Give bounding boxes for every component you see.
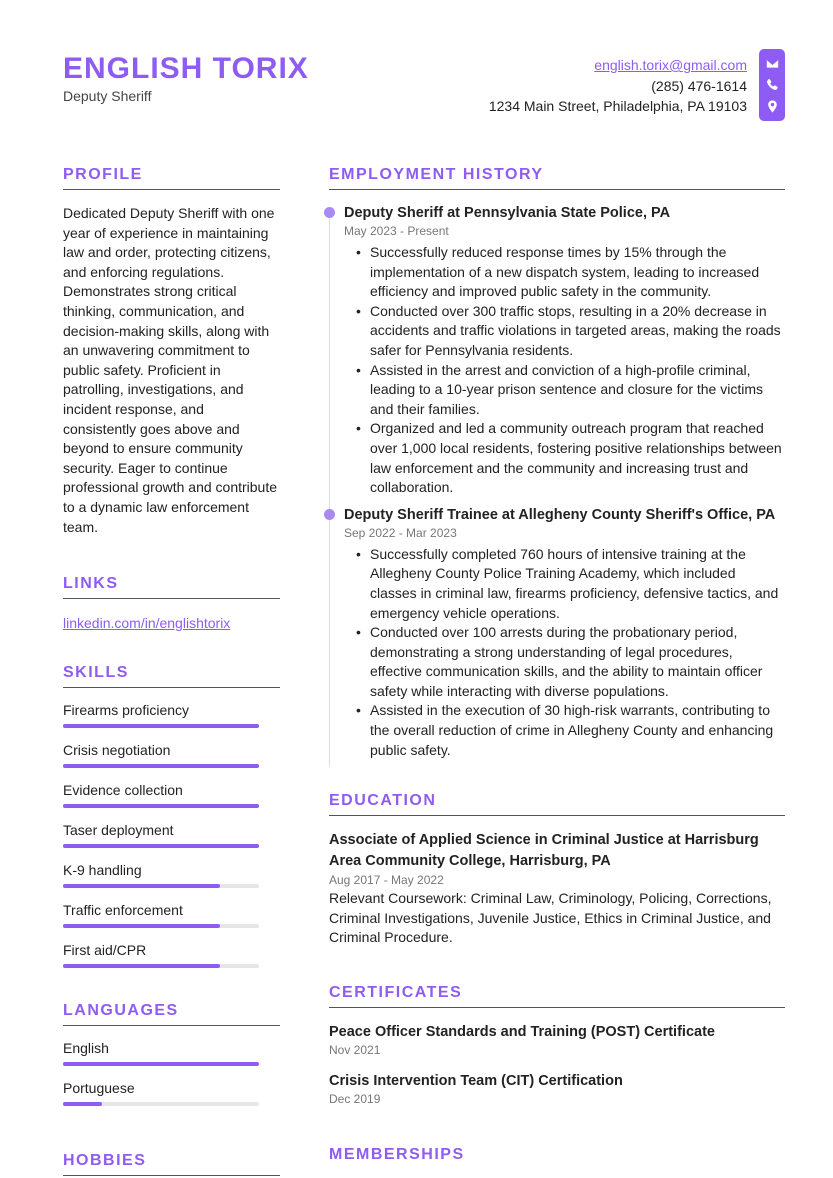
- job-bullet: • Successfully completed 760 hours of intensive training at the Allegheny County Police Training Academy, which included classes in criminal law, firearms proficiency, defensive tactics, and emergency vehicle operations.: [344, 545, 785, 623]
- skill-level-bar: [63, 964, 259, 968]
- skill-item: [63, 942, 280, 968]
- job-entry: [329, 505, 785, 761]
- phone-icon: [766, 78, 779, 91]
- skill-item: [63, 782, 280, 808]
- certificate-title: Crisis Intervention Team (CIT) Certification: [329, 1073, 623, 1090]
- address: 1234 Main Street, Philadelphia, PA 19103: [488, 98, 747, 114]
- employment-heading: EMPLOYMENT HISTORY: [329, 166, 785, 190]
- certificate-date: Dec 2019: [329, 1092, 381, 1107]
- phone-number: (285) 476-1614: [651, 77, 747, 94]
- skill-label: Evidence collection: [63, 782, 183, 799]
- profile-section: [63, 166, 280, 537]
- profile-text: Dedicated Deputy Sheriff with one year of experience in maintaining law and order, protecting citizens, and enforcing regulations. Demonstrates strong critical thinking, communication, and decision-making skills, along with an unwavering commitment to public safety. Proficient in patrolling, investigations, and incident response, and consistently goes above and beyond to ensure community security. Eager to continue professional growth and contribute to a dynamic law enforcement team.: [63, 205, 278, 535]
- memberships-section: [329, 1146, 785, 1169]
- contact-block: [489, 55, 747, 117]
- certificates-heading: CERTIFICATES: [329, 984, 785, 1008]
- contact-icon-bar: [759, 49, 785, 121]
- candidate-name: ENGLISH TORIX: [63, 52, 309, 85]
- certificate-date: Nov 2021: [329, 1043, 381, 1058]
- skill-label: K-9 handling: [63, 862, 142, 879]
- timeline-dot: [324, 509, 335, 520]
- left-column: [63, 166, 280, 1176]
- skill-level-bar: [63, 724, 259, 728]
- email-link[interactable]: english.torix@gmail.com: [594, 57, 747, 73]
- certificate-entry: [329, 1022, 785, 1059]
- job-date: May 2023 - Present: [344, 224, 449, 238]
- skill-level-fill: [63, 964, 220, 968]
- language-item: [63, 1080, 280, 1106]
- skill-level-fill: [63, 924, 220, 928]
- links-heading: LINKS: [63, 575, 280, 599]
- job-entry: [329, 203, 785, 498]
- language-level-bar: [63, 1102, 259, 1106]
- envelope-icon: [766, 57, 779, 70]
- skill-level-bar: [63, 804, 259, 808]
- skill-level-bar: [63, 764, 259, 768]
- skill-item: [63, 862, 280, 888]
- skill-item: [63, 902, 280, 928]
- linkedin-link[interactable]: linkedin.com/in/englishtorix: [63, 615, 231, 632]
- skill-level-bar: [63, 924, 259, 928]
- candidate-role: Deputy Sheriff: [63, 88, 152, 104]
- employment-timeline: [329, 203, 785, 760]
- skill-label: Taser deployment: [63, 822, 174, 839]
- education-heading: EDUCATION: [329, 792, 785, 816]
- language-label: Portuguese: [63, 1080, 135, 1097]
- job-bullet: • Successfully reduced response times by 15% through the implementation of a new dispatch system, leading to increased efficiency and improved public safety in the community.: [344, 243, 785, 302]
- skill-level-bar: [63, 884, 259, 888]
- job-bullet: • Assisted in the arrest and conviction of a high-profile criminal, leading to a 10-year prison sentence and closure for the victims and their families.: [344, 361, 785, 420]
- language-level-fill: [63, 1062, 259, 1066]
- skill-label: Crisis negotiation: [63, 742, 171, 759]
- skills-section: [63, 664, 280, 968]
- location-pin-icon: [766, 100, 779, 113]
- skill-label: First aid/CPR: [63, 942, 147, 959]
- education-section: [329, 792, 785, 948]
- language-level-bar: [63, 1062, 259, 1066]
- profile-heading: PROFILE: [63, 166, 280, 190]
- memberships-heading: MEMBERSHIPS: [329, 1146, 465, 1164]
- skill-item: [63, 742, 280, 768]
- skill-label: Firearms proficiency: [63, 702, 190, 719]
- education-degree: Associate of Applied Science in Criminal Justice at Harrisburg Area Community College, Harrisburg, PA: [329, 832, 759, 870]
- skill-level-fill: [63, 724, 259, 728]
- job-bullet: • Organized and led a community outreach program that reached over 1,000 local residents, fostering positive relationships between law enforcement and the community and increasing trust and collaboration.: [344, 419, 785, 497]
- job-bullets: [344, 545, 785, 761]
- timeline-dot: [324, 207, 335, 218]
- language-level-fill: [63, 1102, 102, 1106]
- job-bullet: • Conducted over 300 traffic stops, resulting in a 20% decrease in accidents and traffic violations in targeted areas, making the roads safer for Pennsylvania residents.: [344, 302, 785, 361]
- skill-label: Traffic enforcement: [63, 902, 183, 919]
- certificate-title: Peace Officer Standards and Training (POST) Certificate: [329, 1024, 715, 1041]
- right-column: [329, 166, 785, 1169]
- education-date: Aug 2017 - May 2022: [329, 873, 444, 888]
- skill-level-fill: [63, 844, 259, 848]
- languages-section: [63, 1002, 280, 1106]
- certificates-section: [329, 984, 785, 1108]
- certificate-entry: [329, 1071, 785, 1108]
- skills-heading: SKILLS: [63, 664, 280, 688]
- job-title: Deputy Sheriff Trainee at Allegheny County Sheriff's Office, PA: [344, 506, 776, 523]
- language-item: [63, 1040, 280, 1066]
- job-bullets: [344, 243, 785, 498]
- language-label: English: [63, 1040, 109, 1057]
- skill-level-fill: [63, 804, 259, 808]
- skill-level-fill: [63, 884, 220, 888]
- education-description: Relevant Coursework: Criminal Law, Criminology, Policing, Corrections, Criminal Investigations, Juvenile Justice, Ethics in Criminal Justice, and Criminal Procedure.: [329, 890, 772, 946]
- job-date: Sep 2022 - Mar 2023: [344, 525, 457, 540]
- hobbies-heading: HOBBIES: [63, 1152, 280, 1176]
- hobbies-section: [63, 1152, 280, 1176]
- job-bullet: • Assisted in the execution of 30 high-risk warrants, contributing to the overall reduction of crime in Allegheny County and enhancing public safety.: [344, 701, 785, 760]
- employment-section: [329, 166, 785, 760]
- languages-heading: LANGUAGES: [63, 1002, 280, 1026]
- job-title: Deputy Sheriff at Pennsylvania State Police, PA: [344, 205, 671, 221]
- skill-level-bar: [63, 844, 259, 848]
- skill-item: [63, 822, 280, 848]
- job-bullet: • Conducted over 100 arrests during the probationary period, demonstrating a strong understanding of legal procedures, effective communication skills, and the ability to maintain officer safety while interacting with diverse populations.: [344, 623, 785, 701]
- skill-item: [63, 702, 280, 728]
- links-section: [63, 575, 280, 631]
- skill-level-fill: [63, 764, 259, 768]
